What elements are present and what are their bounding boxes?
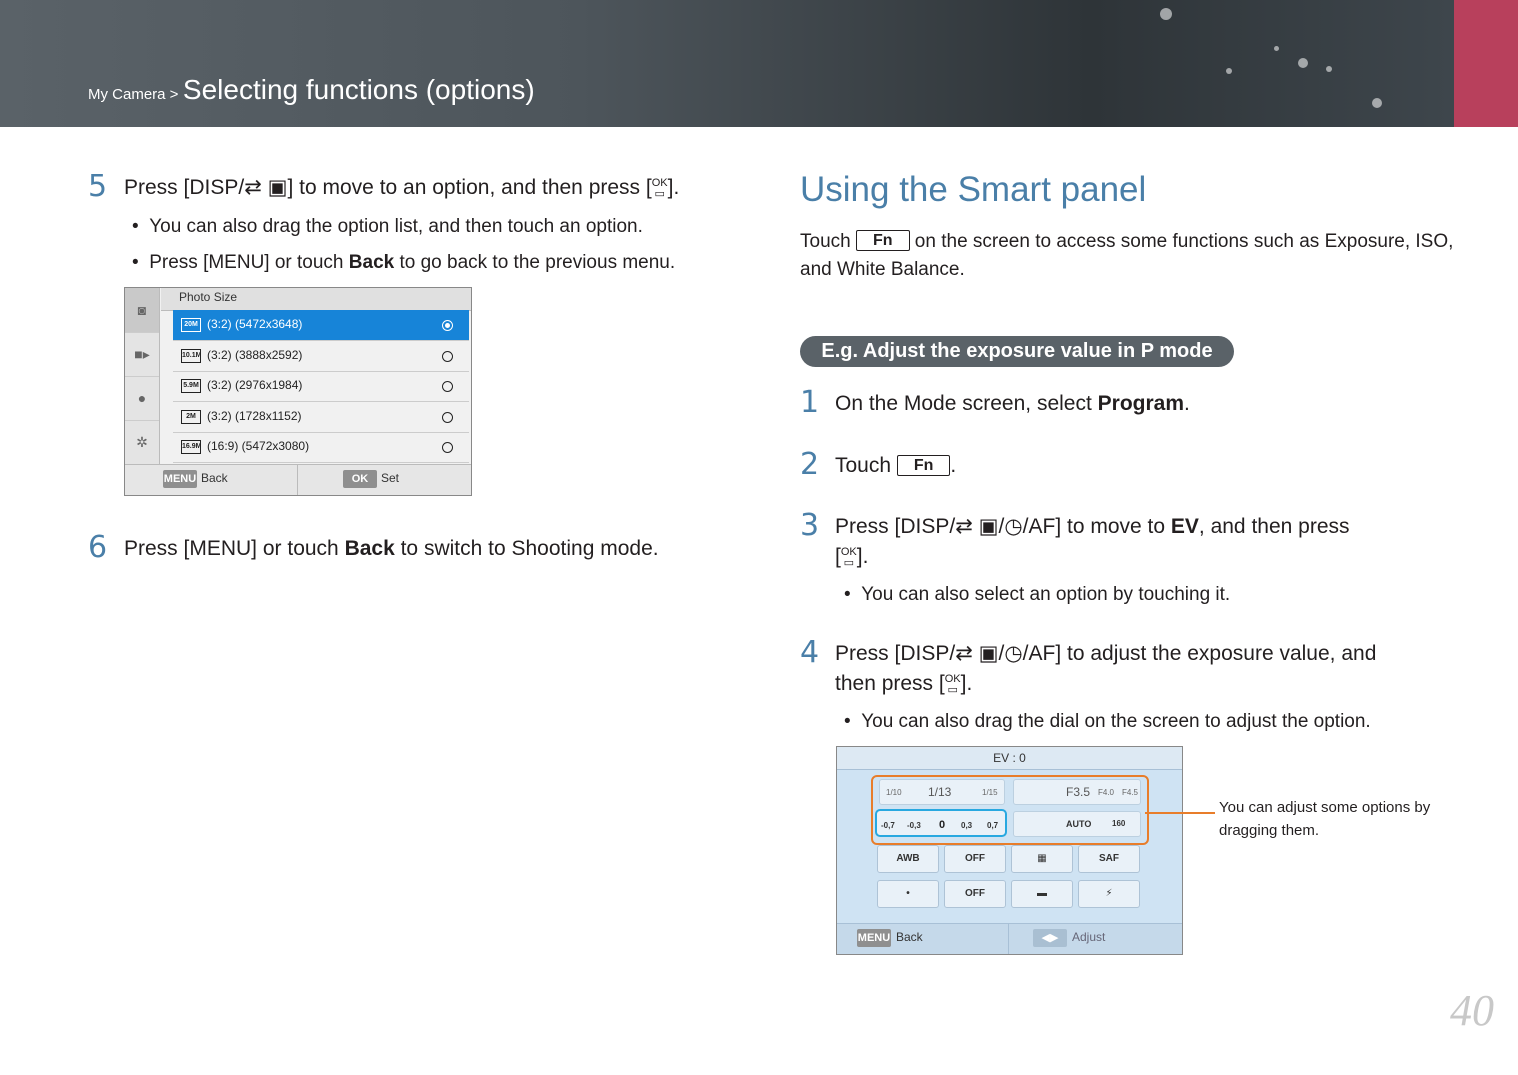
step-text: . xyxy=(950,454,957,477)
breadcrumb xyxy=(88,74,535,106)
ok-button-icon: OK ▭ xyxy=(840,546,857,569)
step-text: then press [ xyxy=(835,672,945,695)
step-number: 4 xyxy=(800,635,820,670)
fn-button-icon: Fn xyxy=(897,455,951,476)
photo-size-icon: 5.9M xyxy=(181,379,201,393)
header-accent xyxy=(1454,0,1518,127)
option-row[interactable] xyxy=(173,402,469,433)
breadcrumb-section[interactable]: My Camera > xyxy=(88,86,179,103)
ok-key-icon: OK xyxy=(343,470,377,488)
page-number: 40 xyxy=(1450,986,1494,1035)
function-cell[interactable]: OFF xyxy=(944,880,1006,908)
dial-value: -0,7 xyxy=(881,821,895,830)
step-bold: Program xyxy=(1097,392,1184,415)
dial-value: F4.5 xyxy=(1122,788,1139,797)
shutter-dial[interactable] xyxy=(879,779,1005,805)
timer-icon: ◷ xyxy=(1004,642,1023,665)
radio-icon xyxy=(442,412,453,423)
bullet-text: Press [MENU] or touch xyxy=(149,252,349,273)
camera-icon[interactable]: ◙ xyxy=(125,288,159,333)
step-number: 2 xyxy=(800,447,820,482)
menu-key-icon: MENU xyxy=(163,470,197,488)
dial-value: 0,7 xyxy=(987,821,999,830)
step-text: /AF] to move to xyxy=(1022,515,1171,538)
step-1-text xyxy=(835,390,1190,418)
photo-size-icon: 16.9M xyxy=(181,440,201,454)
bottom-bar xyxy=(125,464,471,496)
step-4-text xyxy=(835,640,1376,668)
option-row[interactable] xyxy=(173,310,469,341)
step-text: / xyxy=(998,515,1005,538)
dial-value: 0,3 xyxy=(961,821,973,830)
light-dot xyxy=(1274,46,1279,51)
radio-icon xyxy=(442,320,453,331)
step-bold: EV xyxy=(1170,515,1199,538)
bullet-text: You can also drag the dial on the screen to adjust the option. xyxy=(861,711,1371,732)
step-text: ]. xyxy=(856,545,869,568)
ev-dial[interactable] xyxy=(875,809,1007,837)
nav-lr-icon: ⇄ ▣ xyxy=(244,176,288,199)
option-row[interactable] xyxy=(173,371,469,402)
step-text: Press [DISP/ xyxy=(124,176,245,199)
option-row[interactable] xyxy=(173,341,469,372)
light-dot xyxy=(1298,58,1308,68)
step-text: ]. xyxy=(667,176,680,199)
step-text: ] to move to an option, and then press [ xyxy=(287,176,652,199)
callout-line-1: You can adjust some options by xyxy=(1219,799,1431,816)
step-number: 1 xyxy=(800,385,820,420)
step-5-text xyxy=(124,174,679,202)
iso-dial[interactable] xyxy=(1013,811,1141,837)
dial-value: -0,3 xyxy=(907,821,921,830)
back-button[interactable]: Back xyxy=(201,471,228,485)
user-icon[interactable]: ● xyxy=(125,376,159,421)
dial-value-current: AUTO xyxy=(1066,819,1092,829)
divider xyxy=(297,465,298,496)
ok-button-icon: OK ▭ xyxy=(944,673,961,696)
mode-sidebar xyxy=(125,288,160,464)
function-cell[interactable]: OFF xyxy=(944,845,1006,873)
bullet-item: • Press [MENU] or touch Back to go back to the previous menu. xyxy=(132,252,676,273)
bullet-item: • You can also drag the dial on the screen to adjust the option. xyxy=(844,711,1371,732)
callout-line xyxy=(1145,812,1215,814)
step-text: ]. xyxy=(960,672,973,695)
aperture-dial[interactable] xyxy=(1013,779,1141,805)
adjust-button[interactable]: Adjust xyxy=(1072,930,1106,944)
step-3-line2: [OK ▭ ]. xyxy=(835,545,869,569)
dial-value: F4.0 xyxy=(1098,788,1115,797)
option-label: (16:9) (5472x3080) xyxy=(207,439,310,453)
step-text: / xyxy=(998,642,1005,665)
callout-text xyxy=(1219,796,1430,842)
bullet-text: to go back to the previous menu. xyxy=(394,252,676,273)
menu-title: Photo Size xyxy=(179,290,238,304)
nav-lr-icon: ⇄ ▣ xyxy=(955,642,999,665)
light-dot xyxy=(1160,8,1172,20)
option-row[interactable] xyxy=(173,432,469,463)
ok-button-icon: OK ▭ xyxy=(651,177,668,200)
dial-value-current: F3.5 xyxy=(1066,785,1091,799)
function-cell[interactable]: ▦ xyxy=(1011,845,1073,873)
option-label: (3:2) (1728x1152) xyxy=(207,408,302,423)
menu-key-icon: MENU xyxy=(857,929,891,947)
divider xyxy=(1008,924,1009,955)
left-right-arrow-icon: ◀▶ xyxy=(1033,929,1067,947)
callout-line-2: dragging them. xyxy=(1219,822,1320,839)
dial-value: 1/15 xyxy=(982,788,998,797)
photo-size-icon: 2M xyxy=(181,410,201,424)
bottom-bar xyxy=(837,923,1182,955)
step-text: Press [DISP/ xyxy=(835,642,956,665)
back-button[interactable]: Back xyxy=(896,930,923,944)
bullet-text: You can also select an option by touching it. xyxy=(861,584,1231,605)
video-icon[interactable]: ■▸ xyxy=(125,332,159,377)
function-cell[interactable]: AWB xyxy=(877,845,939,873)
page-header xyxy=(0,0,1454,127)
page-title: Selecting functions (options) xyxy=(182,74,535,105)
dial-value-current: 1/13 xyxy=(928,785,952,799)
step-number: 6 xyxy=(88,530,108,565)
bullet-item: • You can also drag the option list, and then touch an option. xyxy=(132,216,643,237)
radio-icon xyxy=(442,351,453,362)
radio-icon xyxy=(442,381,453,392)
para-text: on the screen to access some functions such as Exposure, ISO, and White Balance. xyxy=(800,231,1454,280)
function-cell[interactable]: ▬ xyxy=(1011,880,1073,908)
nav-lr-icon: ⇄ ▣ xyxy=(955,515,999,538)
function-cell[interactable]: • xyxy=(877,880,939,908)
ev-readout: EV : 0 xyxy=(837,747,1182,770)
step-text: , and then press xyxy=(1198,515,1350,538)
step-text: Press [MENU] or touch xyxy=(124,537,345,560)
photo-size-icon: 10.1M xyxy=(181,349,201,363)
option-label: (3:2) (3888x2592) xyxy=(207,347,303,362)
gear-icon[interactable]: ✲ xyxy=(136,433,148,450)
example-pill: E.g. Adjust the exposure value in P mode xyxy=(800,336,1234,367)
option-label: (3:2) (5472x3648) xyxy=(207,317,303,331)
step-text: Touch xyxy=(835,454,897,477)
section-heading: Using the Smart panel xyxy=(800,170,1147,209)
para-text: Touch xyxy=(800,231,856,252)
dial-value: 1/10 xyxy=(886,788,902,797)
dial-value-current: 0 xyxy=(939,819,946,831)
photo-size-screen xyxy=(124,287,472,496)
step-text: . xyxy=(1184,392,1190,415)
step-text: Press [DISP/ xyxy=(835,515,956,538)
step-bold: Back xyxy=(344,537,395,560)
step-2-text xyxy=(835,452,956,480)
step-6-text xyxy=(124,535,659,563)
radio-icon xyxy=(442,442,453,453)
light-dot xyxy=(1326,66,1332,72)
dial-value: 160 xyxy=(1112,819,1126,828)
light-dot xyxy=(1372,98,1382,108)
function-cell[interactable]: SAF xyxy=(1078,845,1140,873)
function-cell[interactable]: ⚡ xyxy=(1078,880,1140,908)
intro-paragraph xyxy=(800,228,1460,284)
bullet-text: You can also drag the option list, and then touch an option. xyxy=(149,216,643,237)
option-label: (3:2) (2976x1984) xyxy=(207,378,303,392)
step-number: 5 xyxy=(88,169,108,204)
step-text: On the Mode screen, select xyxy=(835,392,1098,415)
step-3-text xyxy=(835,513,1350,541)
step-number: 3 xyxy=(800,508,820,543)
step-text: /AF] to adjust the exposure value, and xyxy=(1022,642,1377,665)
bullet-item: • You can also select an option by touching it. xyxy=(844,584,1231,605)
set-button[interactable]: Set xyxy=(381,471,400,485)
fn-button-icon: Fn xyxy=(856,230,910,251)
light-dot xyxy=(1226,68,1232,74)
step-4-line2 xyxy=(835,670,972,698)
bullet-bold: Back xyxy=(348,252,395,273)
photo-size-icon: 20M xyxy=(181,318,201,332)
timer-icon: ◷ xyxy=(1004,515,1023,538)
smart-panel-screen xyxy=(836,746,1183,955)
step-text: to switch to Shooting mode. xyxy=(394,537,659,560)
